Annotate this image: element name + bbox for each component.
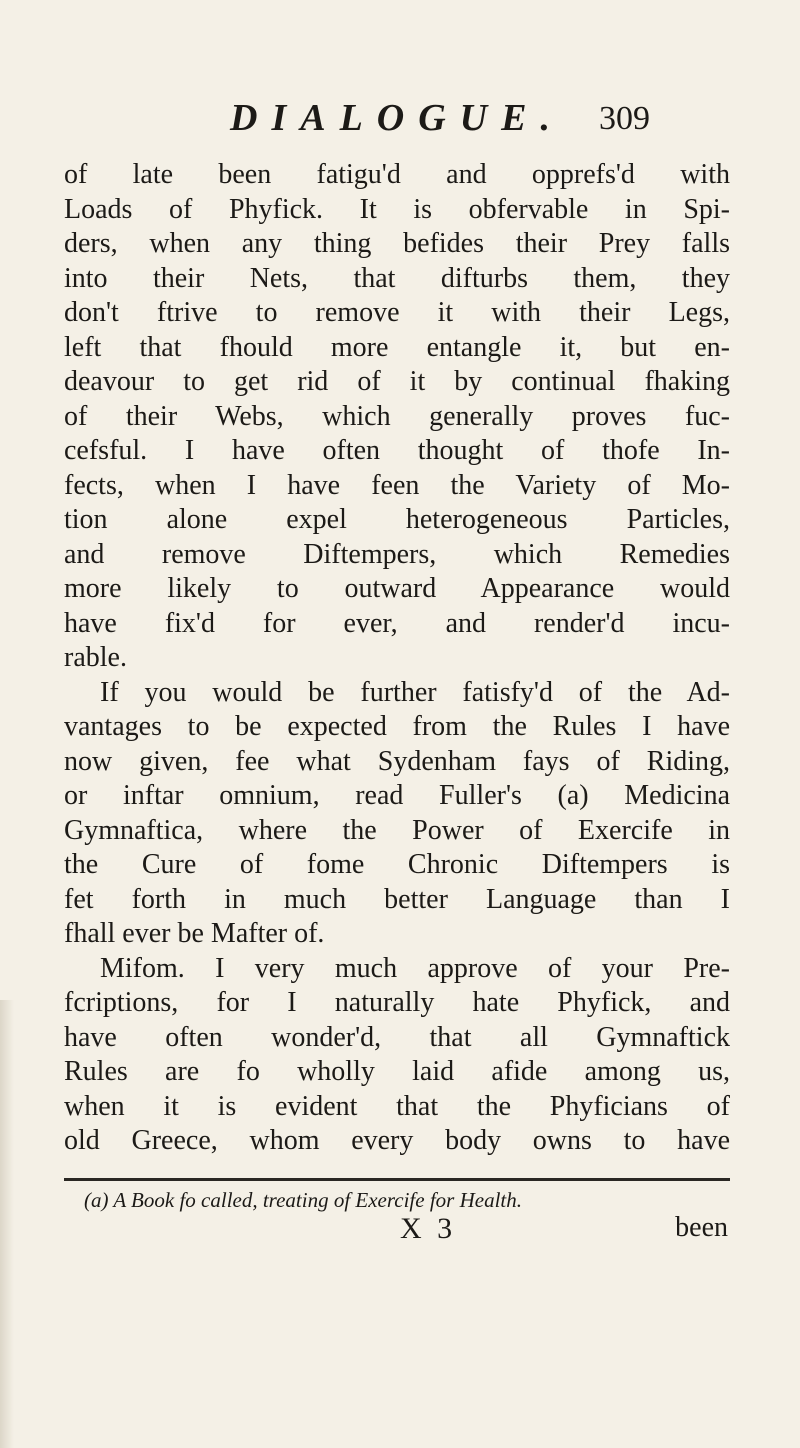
footnote: (a) A Book fo called, treating of Exercife for Health. bbox=[84, 1188, 522, 1212]
text-line: vantages to be expected from the Rules I have bbox=[64, 711, 730, 742]
text-line: fcriptions, for I naturally hate Phyfick, and bbox=[64, 987, 730, 1018]
text-line: fhall ever be Mafter of. bbox=[64, 918, 325, 949]
footnote-rule bbox=[64, 1178, 730, 1181]
text-line: now given, fee what Sydenham fays of Riding, bbox=[64, 745, 730, 777]
running-title: DIALOGUE. bbox=[230, 97, 564, 139]
text-line: If you would be further fatisfy'd of the Ad- bbox=[100, 676, 730, 708]
text-line: Rules are fo wholly laid afide among us, bbox=[64, 1056, 730, 1087]
text-line: cefsful. I have often thought of thofe In- bbox=[64, 435, 730, 466]
text-line: deavour to get rid of it by continual fhaking bbox=[64, 366, 730, 397]
text-line: have fix'd for ever, and render'd incu- bbox=[64, 607, 730, 639]
text-line: don't ftrive to remove it with their Legs, bbox=[64, 297, 730, 328]
text-line: Mifom. I very much approve of your Pre- bbox=[100, 952, 730, 984]
text-line: Gymnaftica, where the Power of Exercife in bbox=[64, 814, 730, 846]
catchword: been bbox=[675, 1212, 728, 1243]
text-line: or inftar omnium, read Fuller's (a) Medicina bbox=[64, 780, 730, 811]
text-line: and remove Diftempers, which Remedies bbox=[64, 538, 730, 570]
text-line: ders, when any thing befides their Prey falls bbox=[64, 228, 730, 259]
page-number: 309 bbox=[599, 100, 650, 137]
text-line: Loads of Phyfick. It is obfervable in Spi- bbox=[64, 193, 730, 225]
text-line: fet forth in much better Language than I bbox=[64, 883, 730, 915]
text-line: have often wonder'd, that all Gymnaftick bbox=[64, 1021, 730, 1053]
text-line: into their Nets, that difturbs them, they bbox=[64, 262, 730, 294]
text-line: left that fhould more entangle it, but en- bbox=[64, 331, 730, 363]
text-line: tion alone expel heterogeneous Particles, bbox=[64, 504, 730, 535]
running-head bbox=[230, 96, 650, 146]
signature-mark: X 3 bbox=[400, 1212, 457, 1245]
text-line: of their Webs, which generally proves fuc- bbox=[64, 400, 730, 432]
text-line: old Greece, whom every body owns to have bbox=[64, 1125, 730, 1156]
body-text bbox=[64, 158, 730, 1159]
text-line: of late been fatigu'd and opprefs'd with bbox=[64, 159, 730, 190]
text-line: the Cure of fome Chronic Diftempers is bbox=[64, 849, 730, 880]
text-line: more likely to outward Appearance would bbox=[64, 573, 730, 604]
text-line: rable. bbox=[64, 642, 127, 673]
page-gutter-shadow bbox=[0, 1000, 14, 1448]
text-line: fects, when I have feen the Variety of Mo- bbox=[64, 469, 730, 501]
text-line: when it is evident that the Phyficians of bbox=[64, 1090, 730, 1122]
